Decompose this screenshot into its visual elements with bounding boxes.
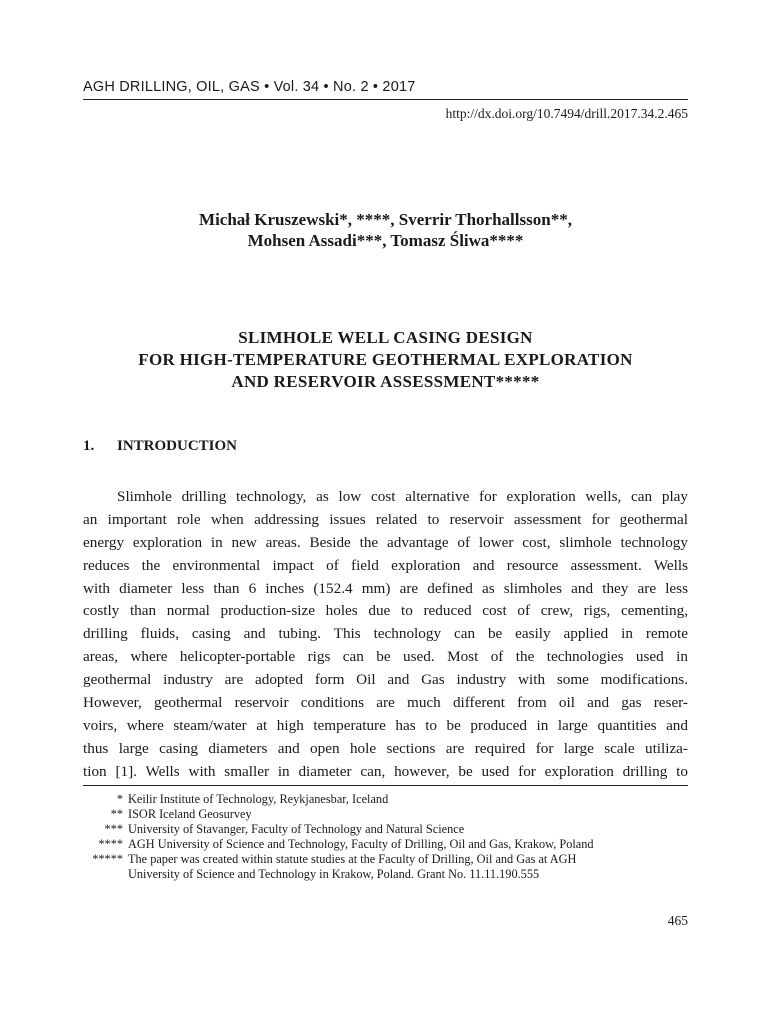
footnote-text: AGH University of Science and Technology, Faculty of Drilling, Oil and Gas, Krakow, Poland <box>128 837 594 851</box>
footnote-rule <box>83 785 688 786</box>
authors-line-2: Mohsen Assadi***, Tomasz Śliwa**** <box>247 231 524 250</box>
title-line-1: SLIMHOLE WELL CASING DESIGN <box>238 328 533 347</box>
body-line: reduces the environmental impact of field exploration and resource assessment. Wells <box>83 556 688 574</box>
footnote-mark: **** <box>98 837 123 851</box>
body-line: thus large casing diameters and open hole sections are required for large scale utiliza- <box>83 739 688 757</box>
body-paragraph <box>83 486 688 784</box>
footnote-row <box>83 807 688 822</box>
doi-link[interactable]: http://dx.doi.org/10.7494/drill.2017.34.2.465 <box>445 106 688 121</box>
body-line: an important role when addressing issues related to reservoir assessment for geothermal <box>83 510 688 528</box>
footnote-mark-spacer <box>83 867 128 882</box>
body-line: tion [1]. Wells with smaller in diameter can, however, be used for exploration drilling to <box>83 762 688 780</box>
header-rule <box>83 99 688 100</box>
footnote-row <box>83 792 688 807</box>
footnote-row <box>83 837 688 852</box>
footnote-row <box>83 867 688 882</box>
body-line: geothermal industry are adopted form Oil and Gas industry with some modifications. <box>83 671 688 689</box>
journal-header: AGH DRILLING, OIL, GAS • Vol. 34 • No. 2 • 2017 <box>83 79 416 95</box>
body-line: energy exploration in new areas. Beside the advantage of lower cost, slimhole technology <box>83 533 688 551</box>
footnote-text: University of Stavanger, Faculty of Technology and Natural Science <box>128 822 465 836</box>
footnote-mark: * <box>116 792 123 806</box>
section-heading <box>83 438 237 455</box>
body-line: drilling fluids, casing and tubing. This technology can be easily applied in remote <box>83 625 688 643</box>
footnotes <box>83 792 688 882</box>
body-line: However, geothermal reservoir conditions are much different from oil and gas reser- <box>83 694 688 712</box>
footnote-text: Keilir Institute of Technology, Reykjanesbar, Iceland <box>128 792 389 806</box>
authors-line-1: Michał Kruszewski*, ****, Sverrir Thorhallsson**, <box>199 210 572 229</box>
page-number: 465 <box>667 913 688 928</box>
footnote-row <box>83 822 688 837</box>
authors <box>83 209 688 251</box>
footnote-text: University of Science and Technology in Krakow, Poland. Grant No. 11.11.190.555 <box>128 867 540 881</box>
footnote-text: ISOR Iceland Geosurvey <box>128 807 252 821</box>
footnote-mark: *** <box>104 822 123 836</box>
body-line: voirs, where steam/water at high temperature has to be produced in large quantities and <box>83 716 688 734</box>
body-line: Slimhole drilling technology, as low cost alternative for exploration wells, can play <box>117 488 688 505</box>
section-number: 1. <box>83 438 95 454</box>
footnote-mark: ** <box>110 807 123 821</box>
body-line: areas, where helicopter-portable rigs can be used. Most of the technologies used in <box>83 648 688 666</box>
footnote-mark: ***** <box>92 852 123 866</box>
title-line-3: AND RESERVOIR ASSESSMENT***** <box>231 372 540 391</box>
footnote-text: The paper was created within statute studies at the Faculty of Drilling, Oil and Gas at AGH <box>128 852 577 866</box>
section-title: INTRODUCTION <box>117 438 238 454</box>
title-line-2: FOR HIGH-TEMPERATURE GEOTHERMAL EXPLORATION <box>138 350 633 369</box>
body-line: costly than normal production-size holes due to reduced cost of crew, rigs, cementing, <box>83 602 688 620</box>
body-line: with diameter less than 6 inches (152.4 mm) are defined as slimholes and they are less <box>83 579 688 597</box>
footnote-row <box>83 852 688 867</box>
paper-title <box>83 327 688 393</box>
